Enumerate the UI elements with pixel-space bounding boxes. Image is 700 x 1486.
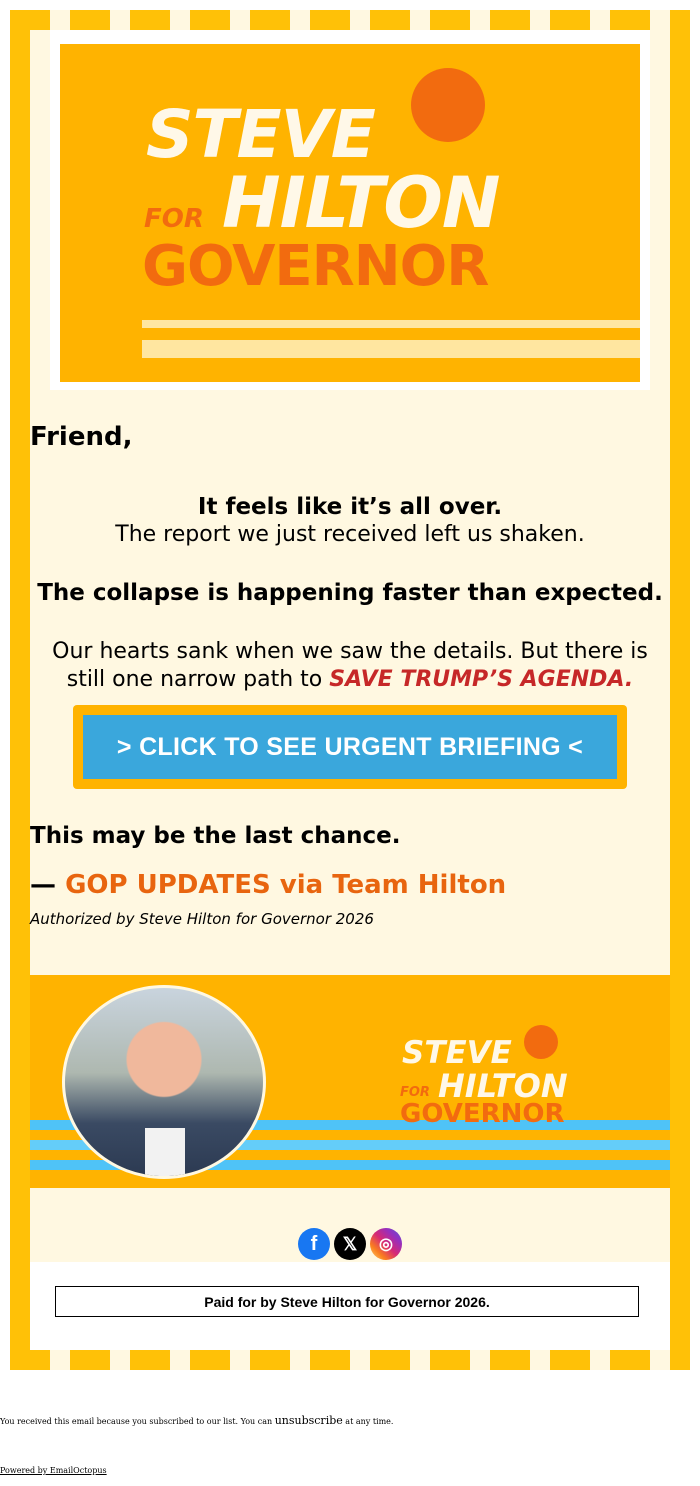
bottom-stripe-border bbox=[10, 1350, 690, 1370]
facebook-icon[interactable]: f bbox=[298, 1228, 330, 1260]
urgent-briefing-button[interactable]: > CLICK TO SEE URGENT BRIEFING < bbox=[83, 715, 617, 779]
body-paragraph bbox=[30, 638, 670, 694]
x-icon[interactable]: 𝕏 bbox=[334, 1228, 366, 1260]
banner-logo-hilton: HILTON bbox=[438, 1067, 568, 1105]
unsubscribe-link[interactable]: unsubscribe bbox=[274, 1414, 343, 1427]
last-chance-text: This may be the last chance. bbox=[30, 823, 401, 849]
banner-logo-steve: STEVE bbox=[402, 1035, 512, 1071]
banner-logo-governor: GOVERNOR bbox=[400, 1099, 565, 1129]
logo-governor-text: GOVERNOR bbox=[142, 234, 489, 299]
body-line: The report we just received left us shaken. bbox=[115, 522, 585, 547]
note-suffix: at any time. bbox=[342, 1417, 394, 1426]
email-card bbox=[30, 30, 670, 1350]
headline-line: It feels like it’s all over. bbox=[197, 494, 503, 520]
greeting: Friend, bbox=[30, 422, 133, 452]
photo-shirt bbox=[145, 1128, 185, 1179]
signoff-dash: — bbox=[30, 870, 66, 900]
instagram-icon[interactable]: ◎ bbox=[370, 1228, 402, 1260]
paid-for-disclaimer: Paid for by Steve Hilton for Governor 2026. bbox=[55, 1286, 639, 1317]
footer-banner bbox=[30, 975, 670, 1188]
subscription-note bbox=[0, 1414, 393, 1427]
signoff bbox=[30, 870, 506, 900]
headline-line: The collapse is happening faster than expected. bbox=[37, 580, 663, 606]
email-frame bbox=[10, 10, 690, 1370]
social-links bbox=[30, 1228, 670, 1260]
cta-container bbox=[73, 705, 627, 789]
body-text: Our hearts sank when we saw the details. But there is still one narrow path to bbox=[52, 639, 648, 692]
logo-stripe bbox=[142, 320, 640, 328]
hero-logo-banner bbox=[50, 30, 650, 390]
candidate-photo bbox=[62, 985, 266, 1179]
sun-icon bbox=[524, 1025, 558, 1059]
sun-icon bbox=[411, 68, 485, 142]
signoff-org: GOP UPDATES via Team Hilton bbox=[65, 870, 507, 900]
campaign-logo bbox=[60, 44, 640, 382]
agenda-emphasis: SAVE TRUMP’S AGENDA. bbox=[329, 667, 634, 692]
paid-for-section bbox=[30, 1262, 670, 1350]
logo-for-text: FOR bbox=[144, 204, 204, 234]
logo-hilton-text: HILTON bbox=[222, 162, 500, 244]
note-prefix: You received this email because you subscribed to our list. You can bbox=[0, 1417, 275, 1426]
logo-steve-text: STEVE bbox=[146, 96, 375, 173]
top-stripe-border bbox=[10, 10, 690, 30]
powered-by-link[interactable]: Powered by EmailOctopus bbox=[0, 1466, 107, 1475]
logo-stripe bbox=[142, 340, 640, 358]
authorized-by: Authorized by Steve Hilton for Governor 2026 bbox=[30, 910, 374, 928]
banner-logo-for: FOR bbox=[400, 1085, 430, 1100]
